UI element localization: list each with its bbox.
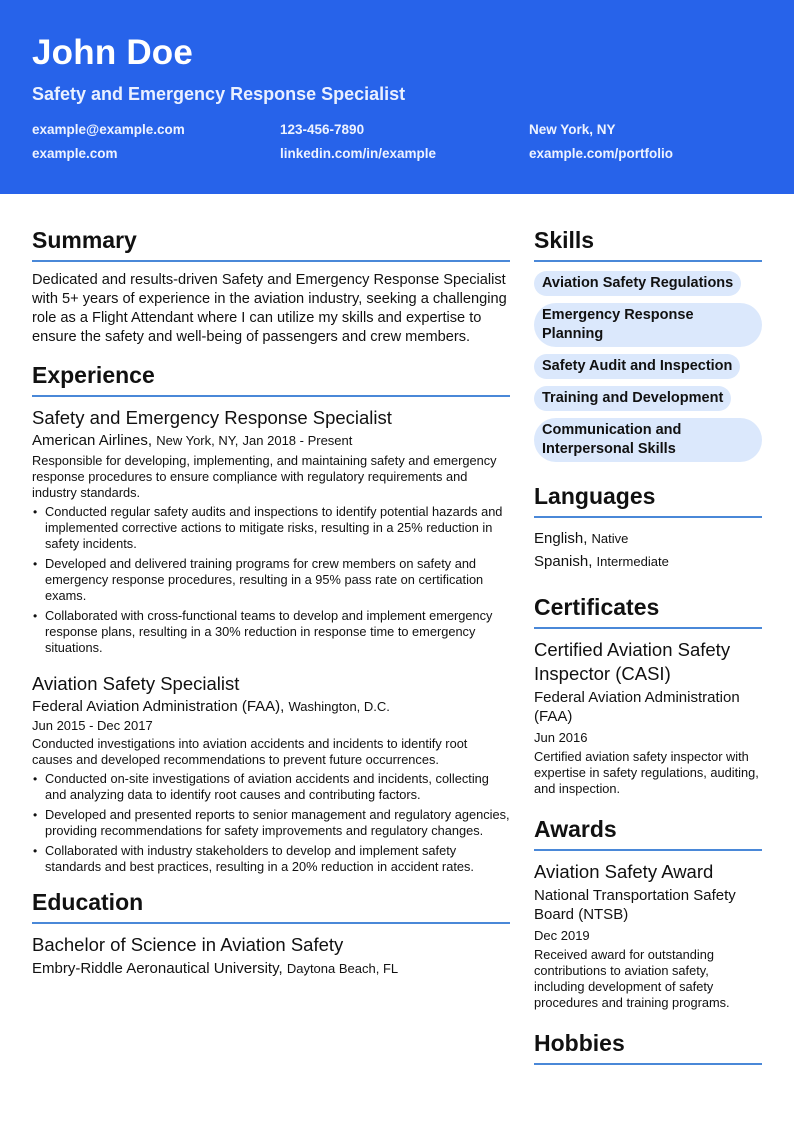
- job-dates: Jun 2015 - Dec 2017: [32, 718, 153, 733]
- job-bullet: • Developed and delivered training programs for crew members on safety and emergency response procedures, resulting in a 95% pass rate on certification exams.: [33, 556, 484, 603]
- certificate-description: Certified aviation safety inspector with expertise in safety regulations, auditing, and inspection.: [534, 749, 759, 796]
- bullet-dot-icon: •: [33, 772, 38, 786]
- job-meta: [32, 431, 510, 451]
- award-description: Received award for outstanding contributions to aviation safety, including development of safety procedures and training programs.: [534, 947, 730, 1010]
- certificates-heading: Certificates: [534, 593, 762, 629]
- bullet-dot-icon: •: [33, 557, 38, 571]
- sidebar-column: [534, 226, 762, 1079]
- certificate-date: Jun 2016: [534, 730, 588, 745]
- language-level: Native: [591, 531, 629, 546]
- experience-item: [32, 407, 510, 656]
- job-title: Safety and Emergency Response Specialist: [32, 407, 392, 428]
- main-column: [32, 226, 510, 993]
- job-location: Washington, D.C.: [288, 699, 390, 714]
- bullet-dot-icon: •: [33, 609, 38, 623]
- contact-phone[interactable]: 123-456-7890: [280, 122, 365, 137]
- skill-tag: Aviation Safety Regulations: [534, 271, 741, 296]
- job-bullets: [32, 771, 510, 875]
- education-meta: [32, 959, 510, 979]
- contact-portfolio[interactable]: example.com/portfolio: [529, 146, 674, 161]
- contact-email[interactable]: example@example.com: [32, 122, 185, 137]
- hobbies-heading: Hobbies: [534, 1029, 762, 1065]
- contact-website[interactable]: example.com: [32, 146, 118, 161]
- language-item: [534, 550, 762, 573]
- contact-location: New York, NY: [529, 122, 616, 137]
- job-description: Conducted investigations into aviation accidents and incidents to identify root causes and developed recommendations to prevent future occurrences.: [32, 736, 468, 767]
- job-location: New York, NY,: [156, 433, 239, 448]
- languages-section: [534, 482, 762, 573]
- skill-tag: Communication and Interpersonal Skills: [534, 418, 762, 462]
- job-bullet: • Collaborated with cross-functional teams to develop and implement emergency response plans, resulting in a 30% reduction in response time to emergency situations.: [33, 608, 493, 655]
- job-title: Aviation Safety Specialist: [32, 673, 240, 694]
- experience-section: [32, 361, 510, 875]
- skill-tag: Training and Development: [534, 386, 731, 411]
- job-bullet: • Conducted on-site investigations of aviation accidents and incidents, collecting and analyzing data to identify root causes and contributing factors.: [33, 771, 489, 802]
- certificate-title: Certified Aviation Safety Inspector (CASI): [534, 639, 731, 684]
- language-name: Spanish,: [534, 553, 593, 570]
- bullet-dot-icon: •: [33, 808, 38, 822]
- candidate-title: Safety and Emergency Response Specialist: [32, 84, 406, 104]
- job-bullet: • Developed and presented reports to senior management and regulatory agencies, providing recommendations for safety improvements and regulatory changes.: [33, 807, 510, 838]
- language-level: Intermediate: [596, 554, 669, 569]
- education-heading: Education: [32, 888, 510, 924]
- skill-tag: Emergency Response Planning: [534, 303, 762, 347]
- education-school: Embry-Riddle Aeronautical University,: [32, 960, 283, 977]
- summary-section: [32, 226, 510, 347]
- certificates-section: [534, 593, 762, 797]
- skills-section: [534, 226, 762, 462]
- job-bullets: [32, 504, 510, 656]
- job-bullet: • Conducted regular safety audits and inspections to identify potential hazards and implemented corrective actions to mitigate risks, resulting in a 25% reduction in safety incidents.: [33, 504, 503, 551]
- awards-section: [534, 815, 762, 1011]
- award-issuer: National Transportation Safety Board (NTSB): [534, 887, 736, 923]
- job-description: Responsible for developing, implementing, and maintaining safety and emergency response procedures to ensure compliance with regulatory requirements and industry standards.: [32, 453, 497, 500]
- summary-text: Dedicated and results-driven Safety and Emergency Response Specialist with 5+ years of experience in the aviation industry, seeking a challenging role as a Flight Attendant where I can utilize my skills and expertise to ensure the safety and well-being of passengers and crew members.: [32, 272, 507, 345]
- job-meta: [32, 697, 510, 717]
- languages-heading: Languages: [534, 482, 762, 518]
- summary-heading: Summary: [32, 226, 510, 262]
- job-dates: Jan 2018 - Present: [242, 433, 353, 448]
- education-location: Daytona Beach, FL: [286, 961, 399, 976]
- language-item: [534, 527, 762, 550]
- candidate-name: John Doe: [32, 33, 194, 72]
- skills-heading: Skills: [534, 226, 762, 262]
- education-section: [32, 888, 510, 979]
- skills-list: [534, 271, 762, 462]
- resume-header: [0, 0, 794, 194]
- job-company: American Airlines,: [32, 432, 153, 449]
- hobbies-section: [534, 1029, 762, 1065]
- bullet-dot-icon: •: [33, 844, 38, 858]
- certificate-issuer: Federal Aviation Administration (FAA): [534, 689, 740, 725]
- education-degree: Bachelor of Science in Aviation Safety: [32, 934, 344, 955]
- job-bullet: • Collaborated with industry stakeholders to develop and implement safety standards and best practices, resulting in a 20% reduction in accident rates.: [33, 843, 474, 874]
- bullet-dot-icon: •: [33, 505, 38, 519]
- skill-tag: Safety Audit and Inspection: [534, 354, 740, 379]
- contact-linkedin[interactable]: linkedin.com/in/example: [280, 146, 437, 161]
- awards-heading: Awards: [534, 815, 762, 851]
- experience-item: [32, 673, 510, 875]
- award-date: Dec 2019: [534, 928, 590, 943]
- language-name: English,: [534, 530, 588, 547]
- job-company: Federal Aviation Administration (FAA),: [32, 698, 285, 715]
- experience-heading: Experience: [32, 361, 510, 397]
- award-title: Aviation Safety Award: [534, 861, 714, 882]
